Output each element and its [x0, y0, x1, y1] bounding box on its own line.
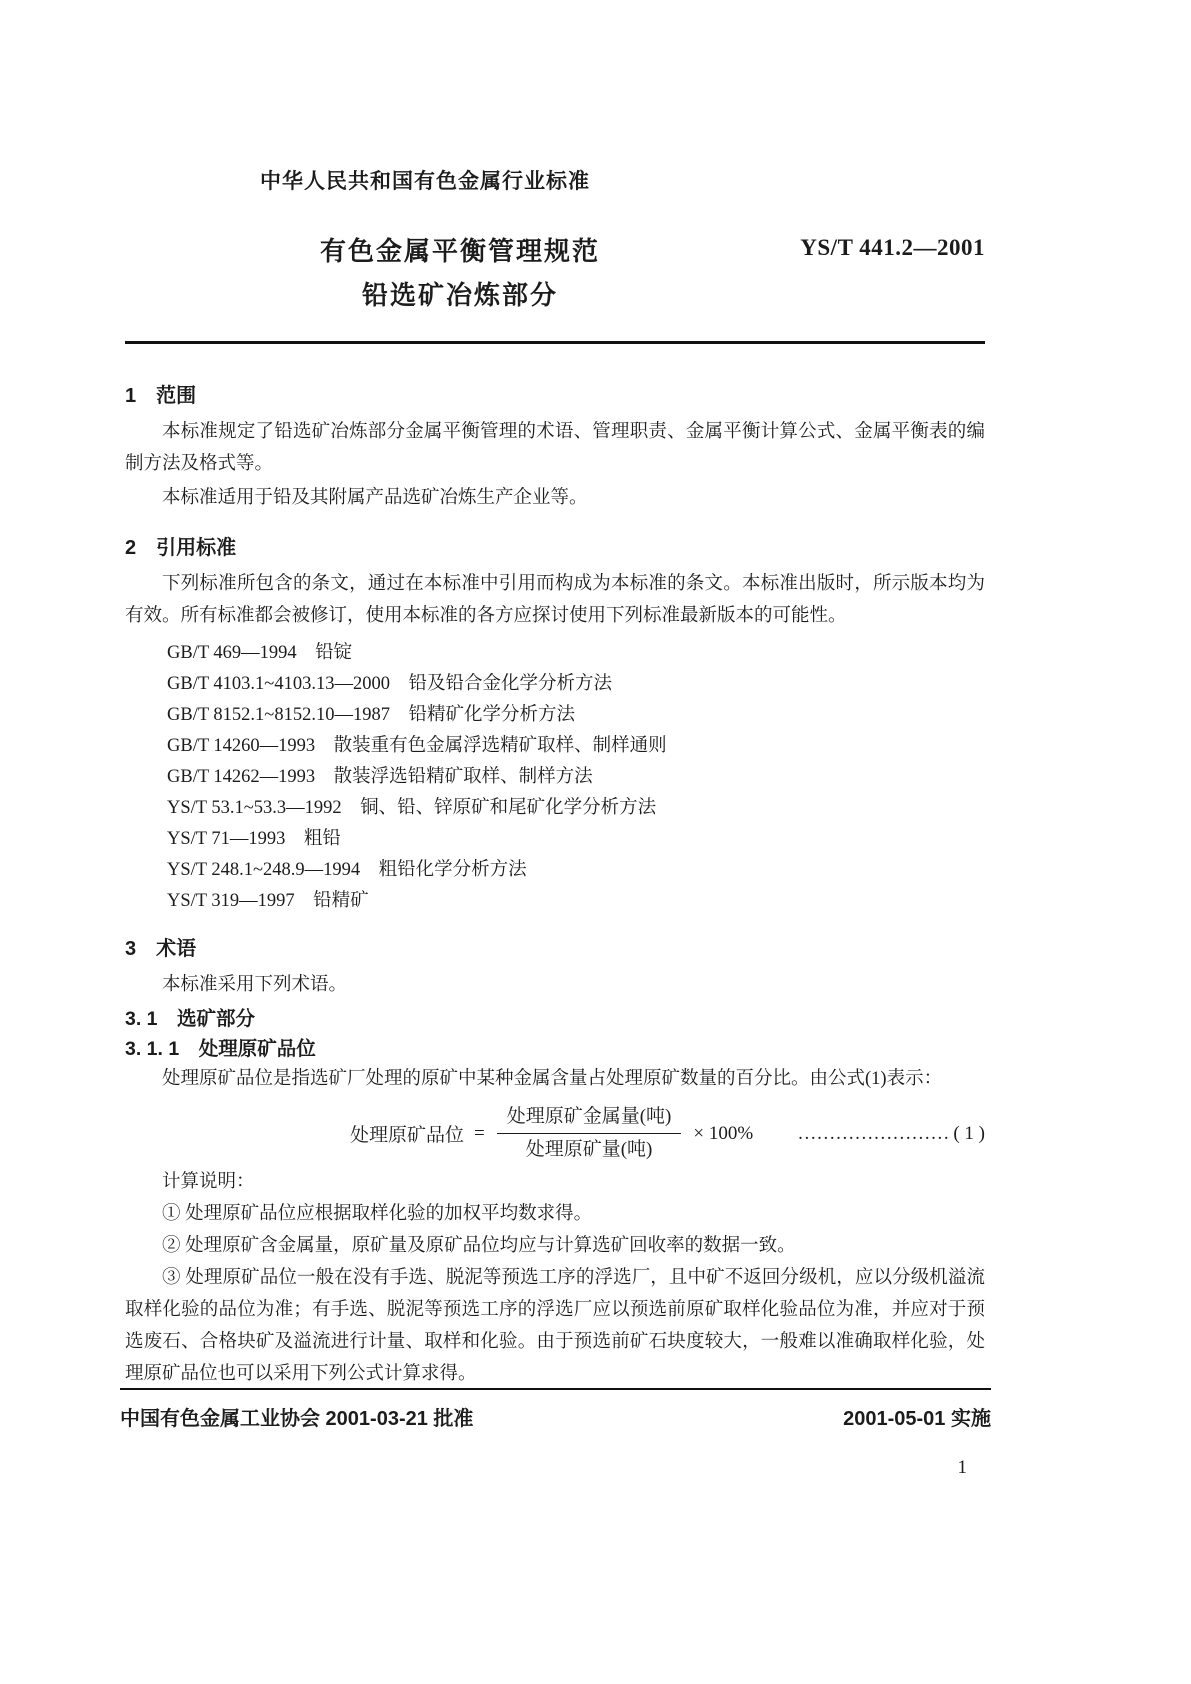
- section-3-heading: 3 术语: [125, 938, 197, 960]
- title-line-1: 有色金属平衡管理规范: [319, 236, 600, 266]
- title-block: [125, 229, 985, 317]
- calc-note-3: ③ 处理原矿品位一般在没有手选、脱泥等预选工序的浮选厂，且中矿不返回分级机，应以分级机溢流取样化验的品位为准；有手选、脱泥等预选工序的浮选厂应以预选前原矿取样化验品位为准，并应对于预选废石、合格块矿及溢流进行计量、取样和化验。由于预选前矿石块度较大，一般难以准确取样化验，处理原矿品位也可以采用下列公式计算求得。: [125, 1268, 985, 1384]
- calc-notes-heading: 计算说明：: [162, 1172, 255, 1192]
- header-divider-rule: [125, 341, 985, 344]
- formula-1: [125, 1105, 985, 1162]
- reference-list: [167, 638, 985, 917]
- reference-item: GB/T 14260—1993 散装重有色金属浮选精矿取样、制样通则: [167, 736, 667, 756]
- reference-item: YS/T 248.1~248.9—1994 粗铅化学分析方法: [167, 860, 527, 880]
- standard-number: YS/T 441.2—2001: [800, 235, 985, 260]
- scope-paragraph-1: 本标准规定了铅选矿冶炼部分金属平衡管理的术语、管理职责、金属平衡计算公式、金属平衡表的编制方法及格式等。: [125, 422, 985, 474]
- reference-item: GB/T 8152.1~8152.10—1987 铅精矿化学分析方法: [167, 705, 575, 725]
- implementation-text: 2001-05-01 实施: [843, 1408, 991, 1430]
- reference-item: GB/T 469—1994 铅锭: [167, 643, 353, 663]
- scope-paragraph-2: 本标准适用于铅及其附属产品选矿冶炼生产企业等。: [162, 488, 588, 508]
- formula-multiplier: × 100%: [693, 1122, 754, 1144]
- approval-text: 中国有色金属工业协会 2001-03-21 批准: [120, 1408, 474, 1430]
- calculation-notes: [125, 1166, 985, 1390]
- formula-expression: [350, 1105, 753, 1162]
- equals-sign: =: [474, 1122, 485, 1144]
- equation-number: ( 1 ): [953, 1122, 985, 1144]
- formula-lhs: 处理原矿品位: [350, 1125, 465, 1146]
- calc-note-2: ② 处理原矿含金属量，原矿量及原矿品位均应与计算选矿回收率的数据一致。: [162, 1236, 796, 1256]
- dot-leader: ……………………: [797, 1122, 950, 1144]
- subsection-3-1-heading: 3. 1 选矿部分: [125, 1008, 256, 1030]
- page-number: 1: [957, 1457, 967, 1478]
- term-definition: 处理原矿品位是指选矿厂处理的原矿中某种金属含量占处理原矿数量的百分比。由公式(1)表示：: [162, 1069, 943, 1089]
- reference-item: YS/T 71—1993 粗铅: [167, 829, 341, 849]
- terms-intro: 本标准采用下列术语。: [162, 975, 348, 995]
- reference-item: GB/T 14262—1993 散装浮选铅精矿取样、制样方法: [167, 767, 593, 787]
- reference-item: YS/T 53.1~53.3—1992 铜、铅、锌原矿和尾矿化学分析方法: [167, 798, 657, 818]
- fraction-numerator: 处理原矿金属量(吨): [497, 1105, 682, 1134]
- formula-tail: [797, 1123, 985, 1145]
- reference-item: GB/T 4103.1~4103.13—2000 铅及铅合金化学分析方法: [167, 674, 612, 694]
- subsection-3-1-1-heading: 3. 1. 1 处理原矿品位: [125, 1038, 316, 1060]
- calc-note-1: ① 处理原矿品位应根据取样化验的加权平均数求得。: [162, 1204, 593, 1224]
- formula-fraction: [497, 1105, 682, 1162]
- fraction-denominator: 处理原矿量(吨): [525, 1139, 653, 1160]
- section-2-heading: 2 引用标准: [125, 537, 237, 559]
- references-intro: 下列标准所包含的条文，通过在本标准中引用而构成为本标准的条文。本标准出版时，所示版本均为有效。所有标准都会被修订，使用本标准的各方应探讨使用下列标准最新版本的可能性。: [125, 574, 985, 626]
- page-footer: [120, 1388, 991, 1479]
- reference-item: YS/T 319—1997 铅精矿: [167, 891, 369, 911]
- footer-row: [120, 1402, 991, 1431]
- section-1-heading: 1 范围: [125, 385, 197, 407]
- standard-type-header: 中华人民共和国有色金属行业标准: [260, 170, 590, 193]
- title-line-2: 铅选矿冶炼部分: [361, 280, 558, 310]
- document-title: [210, 229, 710, 317]
